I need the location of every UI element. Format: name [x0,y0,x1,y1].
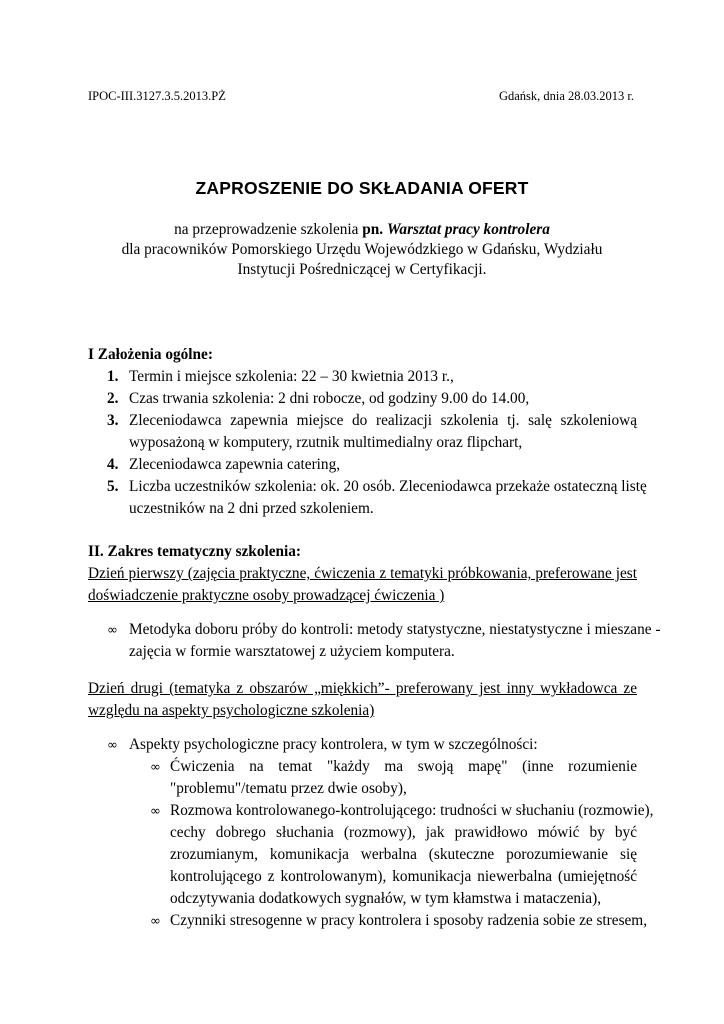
list-item [107,412,637,430]
list-item [107,456,637,474]
sub-bullet-2-line-1: Rozmowa kontrolowanego-kontrolującego: trudności w słuchaniu (rozmowie), [170,802,654,819]
list-item [107,390,637,408]
infinity-bullet-icon: ∞ [150,914,161,929]
section-2-heading: II. Zakres tematyczny szkolenia: [88,543,302,560]
sub-bullet-1-line-2: "problemu"/tematu przez dwie osoby), [170,780,407,797]
sub-bullet-3-line-1: Czynniki stresogenne w pracy kontrolera i sposoby radzenia sobie ze stresem, [170,912,648,929]
item-number: 5. [107,478,119,495]
training-name: Warsztat pracy kontrolera [386,221,550,238]
item-text-continuation: wyposażoną w komputery, rzutnik multimedialny oraz flipchart, [129,434,523,451]
day-1-bullet-line-1: Metodyka doboru próby do kontroli: metody statystyczne, niestatystyczne i mieszane - [129,621,661,638]
intro-prefix: na przeprowadzenie szkolenia [174,221,363,238]
page-title: ZAPROSZENIE DO SKŁADANIA OFERT [195,178,529,198]
item-text: Zleceniodawca zapewnia miejsce do realizacji szkolenia tj. salę szkoleniową [129,412,637,429]
intro-pn: pn. [362,221,387,238]
item-text: Czas trwania szkolenia: 2 dni robocze, od godziny 9.00 do 14.00, [129,390,530,407]
item-text: Liczba uczestników szkolenia: ok. 20 osób. Zleceniodawca przekaże ostateczną listę [129,478,647,495]
intro-line-1 [0,221,724,239]
infinity-bullet-icon: ∞ [150,804,161,819]
section-1-heading: I Założenia ogólne: [88,346,213,363]
intro-line-3: Instytucji Pośredniczącej w Certyfikacji. [237,261,487,278]
document-date: Gdańsk, dnia 28.03.2013 r. [498,89,634,103]
intro-line-2: dla pracowników Pomorskiego Urzędu Wojewódzkiego w Gdańsku, Wydziału [121,241,603,258]
day-2-heading-line-2: względu na aspekty psychologiczne szkolenia) [88,702,375,719]
sub-bullet-2-line-4: kontrolującego z kontrolowanym), komunikacja niewerbalna (umiejętność [170,868,637,885]
sub-bullet-2-line-3: zrozumianym, komunikacja werbalna (skuteczne porozumiewanie się [170,846,637,863]
item-number: 4. [107,456,119,473]
item-number: 1. [107,368,119,385]
list-item [107,368,637,386]
day-1-heading-line-2: doświadczenie praktyczne osoby prowadzącej ćwiczenia ) [88,587,445,604]
day-2-heading-line-1: Dzień drugi (tematyka z obszarów „miękkich”- preferowany jest inny wykładowca ze [88,680,637,697]
sub-bullet-1-line-1: Ćwiczenia na temat "każdy ma swoją mapę" (inne rozumienie [170,758,637,775]
reference-number: IPOC-III.3127.3.5.2013.PŻ [88,89,226,103]
item-text: Zleceniodawca zapewnia catering, [129,456,341,473]
infinity-bullet-icon: ∞ [107,623,118,638]
item-number: 3. [107,412,119,429]
sub-bullet-2-line-5: odczytywania dodatkowych sygnałów, w tym kłamstwa i mataczenia), [170,890,602,907]
day-1-heading-line-1: Dzień pierwszy (zajęcia praktyczne, ćwiczenia z tematyki próbkowania, preferowane jest [88,565,637,582]
item-text-continuation: uczestników na 2 dni przed szkoleniem. [129,500,374,517]
sub-bullet-2-line-2: cechy dobrego słuchania (rozmowy), jak prawidłowo mówić by być [170,824,637,841]
item-text: Termin i miejsce szkolenia: 22 – 30 kwietnia 2013 r., [129,368,454,385]
item-number: 2. [107,390,119,407]
infinity-bullet-icon: ∞ [107,738,118,753]
list-item [107,478,647,496]
day-2-bullet: Aspekty psychologiczne pracy kontrolera, w tym w szczególności: [129,736,538,753]
day-1-bullet-line-2: zajęcia w formie warsztatowej z użyciem komputera. [129,643,455,660]
infinity-bullet-icon: ∞ [150,760,161,775]
